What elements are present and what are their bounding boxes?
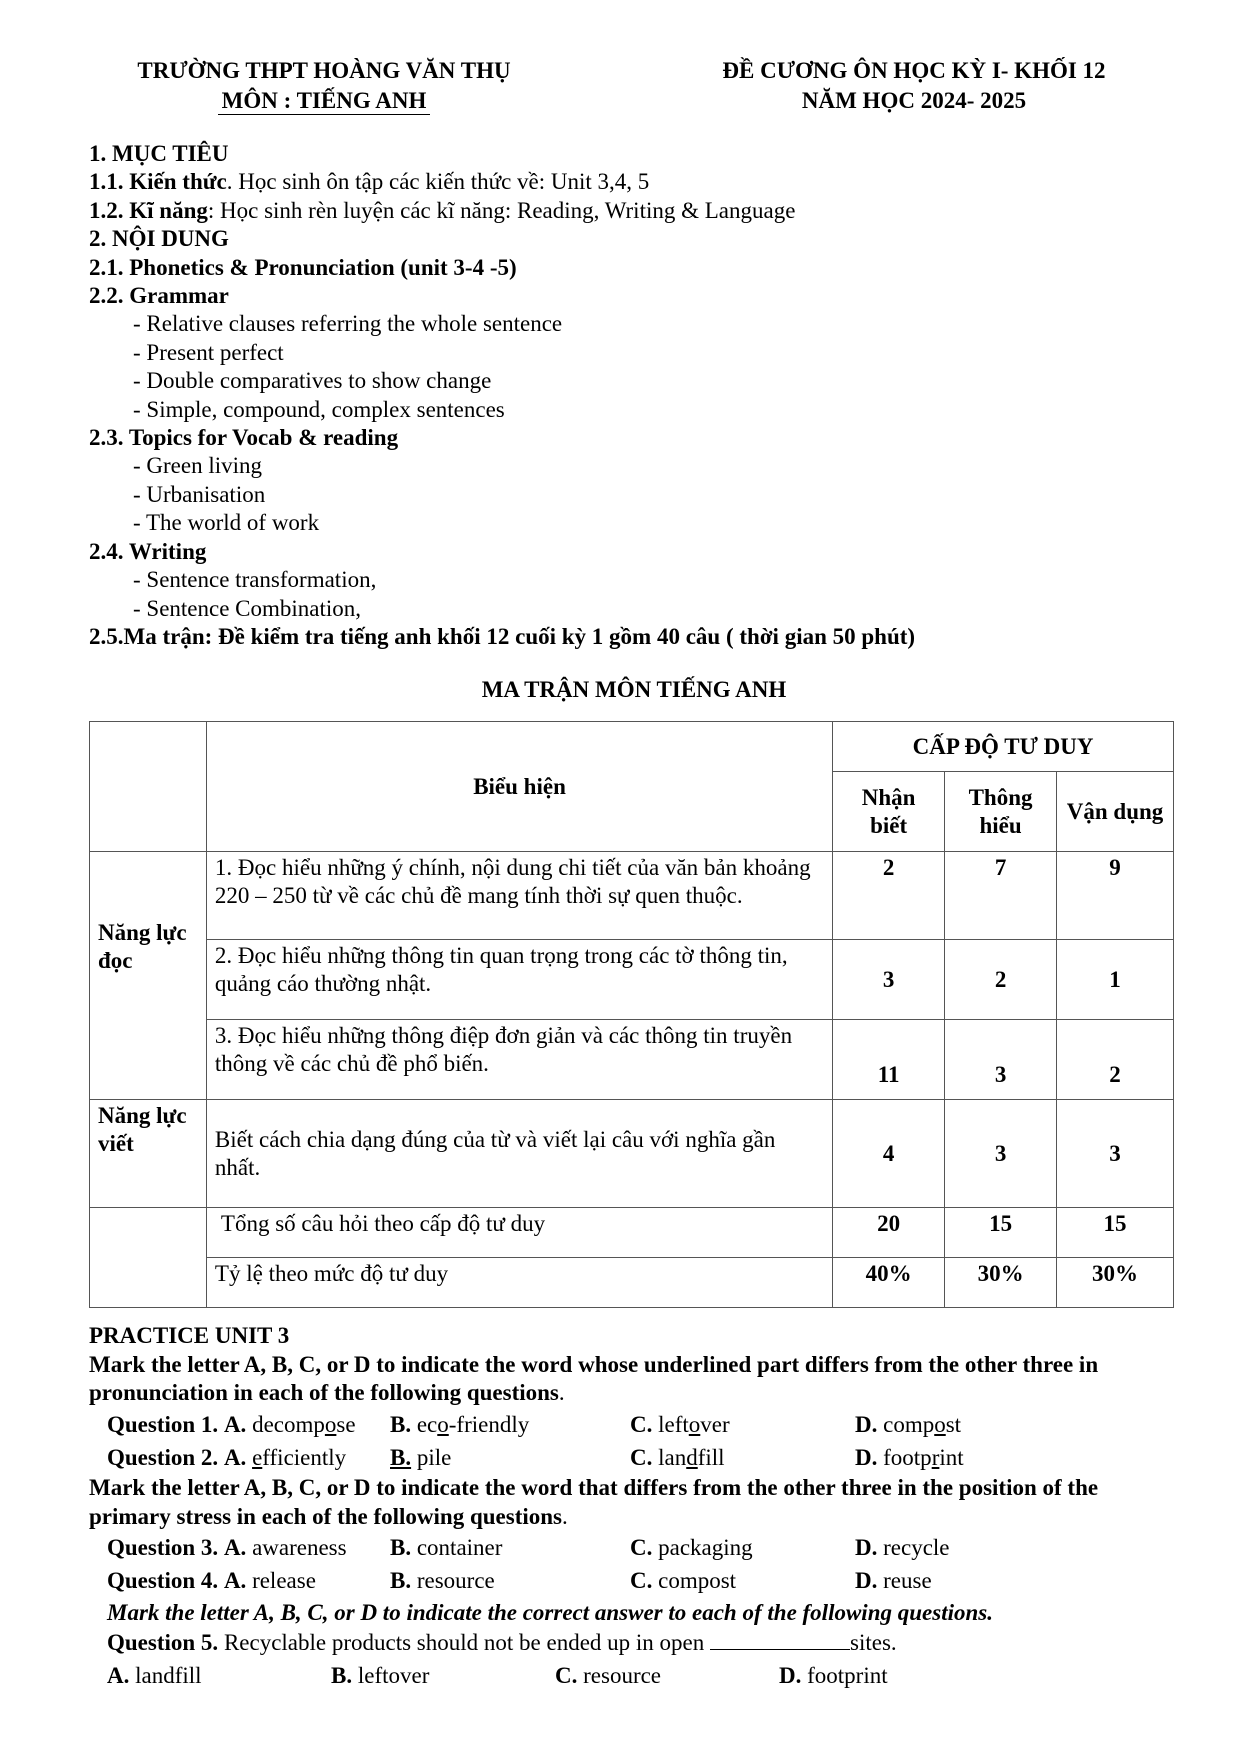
table-row <box>90 722 1174 772</box>
section-1-1: 1.1. Kiến thức. Học sinh ôn tập các kiến thức về: Unit 3,4, 5 <box>89 169 650 195</box>
group-nang-luc-viet: Năng lực viết <box>90 1100 207 1208</box>
school-name: TRƯỜNG THPT HOÀNG VĂN THỤ <box>137 58 511 83</box>
question-1: Question 1. A. decompose B. eco-friendly C. leftover D. compost <box>107 1411 962 1437</box>
total-nhan-biet: 20 <box>833 1208 945 1258</box>
section-2-1: 2.1. Phonetics & Pronunciation (unit 3-4 -5) <box>89 254 517 280</box>
cell-nhan-biet: 2 <box>833 852 945 940</box>
cell-thong-hieu: 3 <box>945 1100 1057 1208</box>
cell-nhan-biet: 3 <box>833 940 945 1020</box>
table-row <box>90 1020 1174 1100</box>
list-item: - Sentence transformation, <box>133 567 377 593</box>
total-thong-hieu: 15 <box>945 1208 1057 1258</box>
practice-title: PRACTICE UNIT 3 <box>89 1323 290 1349</box>
subject-name: MÔN : TIẾNG ANH <box>218 88 431 115</box>
total-label: Tổng số câu hỏi theo cấp độ tư duy <box>206 1208 832 1258</box>
header-nhan-biet: Nhận biết <box>833 772 945 852</box>
header-cap-do: CẤP ĐỘ TƯ DUY <box>833 722 1174 772</box>
table-row <box>90 852 1174 940</box>
list-item: - Relative clauses referring the whole sentence <box>133 311 563 337</box>
question-5: Question 5. Recyclable products should not be ended up in open sites. <box>107 1630 897 1656</box>
ratio-thong-hieu: 30% <box>945 1258 1057 1308</box>
matrix-title: MA TRẬN MÔN TIẾNG ANH <box>481 677 787 703</box>
cell-thong-hieu: 2 <box>945 940 1057 1020</box>
header-van-dung: Vận dụng <box>1057 772 1174 852</box>
section-1-heading: 1. MỤC TIÊU <box>89 141 229 166</box>
cell-van-dung: 9 <box>1057 852 1174 940</box>
ratio-van-dung: 30% <box>1057 1258 1174 1308</box>
cell-nhan-biet: 11 <box>833 1020 945 1100</box>
document-page <box>89 56 1179 1694</box>
matrix-table <box>89 721 1174 1308</box>
question-3: Question 3. A. awareness B. container C. packaging D. recycle <box>107 1535 950 1561</box>
header-thong-hieu: Thông hiểu <box>945 772 1057 852</box>
cell-van-dung: 1 <box>1057 940 1174 1020</box>
section-2-heading: 2. NỘI DUNG <box>89 226 229 252</box>
table-row <box>90 1208 1174 1258</box>
outline-sections <box>89 140 1179 651</box>
instruction-stress: Mark the letter A, B, C, or D to indicate the word that differs from the other three in the position of the primary stress in each of the following questions. <box>89 1474 1099 1529</box>
row-description: 1. Đọc hiểu những ý chính, nội dung chi tiết của văn bản khoảng 220 – 250 từ về các chủ đề mang tính thời sự quen thuộc. <box>206 852 832 940</box>
list-item: - Double comparatives to show change <box>133 368 492 394</box>
group-nang-luc-doc: Năng lực đọc <box>90 852 207 1100</box>
list-item: - Present perfect <box>133 339 284 365</box>
section-1-2: 1.2. Kĩ năng: Học sinh rèn luyện các kĩ năng: Reading, Writing & Language <box>89 197 796 223</box>
section-2-4: 2.4. Writing <box>89 538 207 564</box>
cell-thong-hieu: 7 <box>945 852 1057 940</box>
document-title: ĐỀ CƯƠNG ÔN HỌC KỲ I- KHỐI 12 <box>722 58 1106 83</box>
section-2-2: 2.2. Grammar <box>89 283 229 309</box>
question-4: Question 4. A. release B. resource C. compost D. reuse <box>107 1568 932 1594</box>
row-description: Biết cách chia dạng đúng của từ và viết lại câu với nghĩa gần nhất. <box>206 1100 832 1208</box>
table-row <box>90 1100 1174 1208</box>
list-item: - Sentence Combination, <box>133 595 362 621</box>
total-van-dung: 15 <box>1057 1208 1174 1258</box>
list-item: - Green living <box>133 453 263 479</box>
list-item: - Urbanisation <box>133 481 266 507</box>
practice-section <box>89 1322 1179 1694</box>
document-header <box>89 56 1179 122</box>
instruction-pronunciation: Mark the letter A, B, C, or D to indicate the word whose underlined part differs from the other three in pronunciation in each of the following questions. <box>89 1351 1099 1406</box>
question-5-options: A. landfill B. leftover C. resource D. footprint <box>107 1663 888 1689</box>
list-item: - The world of work <box>133 510 320 536</box>
question-2: Question 2. A. efficiently B. pile C. landfill D. footprint <box>107 1444 964 1470</box>
list-item: - Simple, compound, complex sentences <box>133 396 505 422</box>
row-description: 3. Đọc hiểu những thông điệp đơn giản và các thông tin truyền thông về các chủ đề phổ biến. <box>206 1020 832 1100</box>
school-year: NĂM HỌC 2024- 2025 <box>801 88 1027 113</box>
row-description: 2. Đọc hiểu những thông tin quan trọng trong các tờ thông tin, quảng cáo thường nhật. <box>206 940 832 1020</box>
table-row <box>90 940 1174 1020</box>
cell-van-dung: 3 <box>1057 1100 1174 1208</box>
cell-nhan-biet: 4 <box>833 1100 945 1208</box>
section-2-5: 2.5.Ma trận: Đề kiểm tra tiếng anh khối 12 cuối kỳ 1 gồm 40 câu ( thời gian 50 phút) <box>89 623 916 649</box>
table-row <box>90 1258 1174 1308</box>
section-2-3: 2.3. Topics for Vocab & reading <box>89 425 399 451</box>
instruction-correct-answer: Mark the letter A, B, C, or D to indicate the correct answer to each of the following questions. <box>107 1600 993 1626</box>
answer-blank <box>710 1631 850 1650</box>
cell-van-dung: 2 <box>1057 1020 1174 1100</box>
cell-thong-hieu: 3 <box>945 1020 1057 1100</box>
header-bieu-hien: Biểu hiện <box>206 722 832 852</box>
ratio-nhan-biet: 40% <box>833 1258 945 1308</box>
ratio-label: Tỷ lệ theo mức độ tư duy <box>206 1258 832 1308</box>
